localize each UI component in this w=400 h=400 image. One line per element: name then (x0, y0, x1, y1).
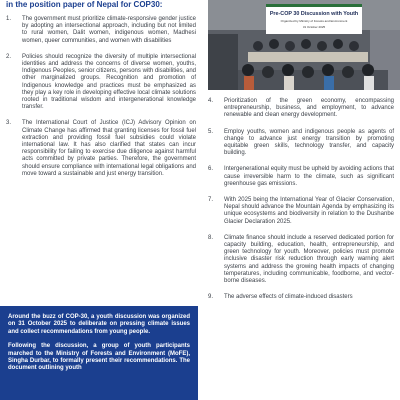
box-paragraph: Following the discussion, a group of youth participants marched to the Ministry of Forests and Environment (MoFE), Singha Durbar, to formally present their recommendations. The document outlining youth (8, 343, 190, 372)
item-number: 3. (6, 120, 12, 127)
list-item (6, 16, 196, 45)
banner-date: 31 October 2025 (302, 25, 326, 29)
list-item (208, 166, 394, 188)
item-number: 4. (208, 98, 214, 104)
item-number: 7. (208, 197, 214, 204)
item-number: 6. (208, 166, 214, 173)
list-item (208, 98, 394, 120)
list-item (208, 129, 394, 158)
item-number: 9. (208, 294, 214, 301)
list-item (208, 235, 394, 285)
youth-discussion-box (0, 306, 198, 400)
item-text: Intergenerational equity must be upheld by avoiding actions that cause irreversible harm to the climate, such as significant greenhouse gas emissions. (224, 166, 394, 187)
item-text: The International Court of Justice (ICJ) Advisory Opinion on Climate Change has affirmed that granting licenses for fossil fuel extraction and providing fossil fuel subsidies could violate international law. It has also clarified that states can incur responsibility for failing to exercise due diligence against harmful acts committed by private parties. Therefore, the government should ensure compliance with international legal obligations and move toward a sustainable and just energy transition. (22, 120, 196, 177)
section-heading: in the position paper of Nepal for COP30: (6, 0, 163, 9)
item-text: Policies should recognize the diversity of multiple intersectional identities and address the concerns of diverse women, youths, Indigenous Peoples, senior citizens, persons with disabilities, and other marginalized groups. Recognition and promotion of Indigenous knowledge and practices must be emphasized as they play a key role in developing effective local climate solutions rooted in traditional wisdom and intergenerational knowledge transfer. (22, 53, 196, 111)
item-number: 5. (208, 128, 214, 135)
item-text: Prioritization of the green economy, encompassing entrepreneurship, business, and employment, to advance renewable and clean energy development. (224, 98, 394, 119)
right-column (208, 98, 394, 310)
item-text: Climate finance should include a reserved dedicated portion for capacity building, education, health, entrepreneurship, and green technology for youth. Moreover, policies must promote inclusive disaster risk reduction through early warning alert systems and address the growing health impacts of changing temperatures, including communicable, foodborne, and vector-borne diseases. (224, 234, 394, 285)
list-item (208, 294, 394, 301)
list-item (208, 197, 394, 226)
left-column (6, 16, 196, 187)
list-item (6, 54, 196, 112)
item-text: The adverse effects of climate-induced disasters (224, 294, 353, 301)
item-text: The government must prioritize climate-responsive gender justice by adopting an intersectional approach, including but not limited to rural women, Dalit women, indigenous women, Madhesi women, queer communities, and women with disabilities (22, 16, 196, 44)
item-text: With 2025 being the International Year of Glacier Conservation, Nepal should advance the Mountain Agenda by emphasizing its unique ecosystems and biodiversity in relation to the Dushanbe Glacier Declaration 2025. (224, 197, 394, 225)
item-text: Employ youths, women and indigenous people as agents of change to advance just energy transition by promoting equitable green skills, technology transfer, and capacity building. (224, 128, 394, 157)
list-item (6, 120, 196, 178)
item-number: 1. (6, 16, 12, 22)
banner-subtitle: Organized by Ministry of Forests and Environment (280, 19, 348, 23)
item-number: 2. (6, 53, 12, 60)
event-photo (208, 0, 400, 90)
item-number: 8. (208, 234, 214, 241)
box-paragraph: Around the buzz of COP-30, a youth discussion was organized on 31 October 2025 to deliberate on pressing climate issues and collect recommendations from young people. (8, 314, 190, 335)
event-photo-illustration (208, 0, 400, 90)
banner-title: Pre-COP 30 Discussion with Youth (269, 11, 359, 17)
